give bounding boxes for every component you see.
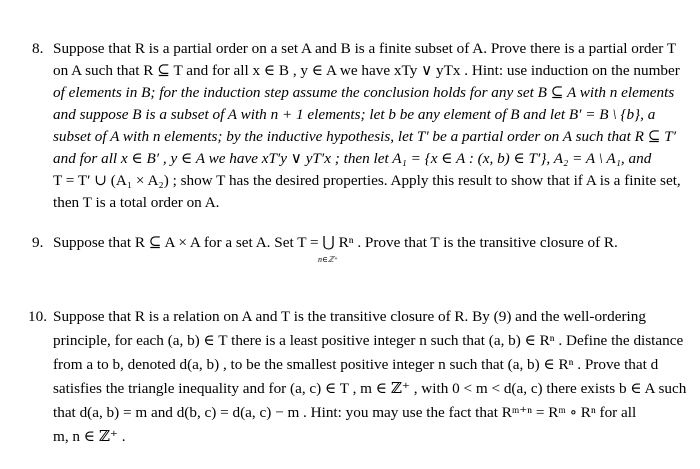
problem-line: on A such that R ⊆ T and for all x ∈ B , y ∈ A we have xTy ∨ yTx . Hint: use induction on the number bbox=[53, 62, 680, 79]
problem-line: satisfies the triangle inequality and for (a, c) ∈ T , m ∈ ℤ⁺ , with 0 < m < d(a, c) there exists b ∈ A such bbox=[53, 380, 687, 397]
problem-line: that d(a, b) = m and d(b, c) = d(a, c) − m . Hint: you may use the fact that Rᵐ⁺ⁿ = Rᵐ ∘ Rⁿ for all bbox=[53, 404, 637, 421]
union-subscript: n∈ℤ⁺ bbox=[318, 255, 339, 264]
problem-number: 9. bbox=[32, 234, 44, 251]
problem-line: m, n ∈ ℤ⁺ . bbox=[53, 428, 126, 445]
problem-line: Suppose that R is a partial order on a set A and B is a finite subset of A. Prove there is a partial order T bbox=[53, 40, 677, 57]
problem-line: T = T′ ∪ (A₁ × A₂) ; show T has the desired properties. Apply this result to show that if A is a finite set, bbox=[53, 172, 681, 189]
problem-line: subset of A with n elements; by the inductive hypothesis, let T′ be a partial order on A such that R ⊆ T′ bbox=[53, 128, 677, 145]
problem-line: and for all x ∈ B′ , y ∈ A we have xT′y ∨ yT′x ; then let A₁ = {x ∈ A : (x, b) ∈ T′}, A₂ = A \ A₁, and bbox=[53, 150, 652, 167]
problem-line: of elements in B; for the induction step assume the conclusion holds for any set B ⊆ A with n elements bbox=[53, 84, 675, 101]
problem-line: Suppose that R is a relation on A and T is the transitive closure of R. By (9) and the well-ordering bbox=[53, 308, 646, 325]
problem-line: Suppose that R ⊆ A × A for a set A. Set T = ⋃ Rⁿ . Prove that T is the transitive closure of R. bbox=[53, 234, 618, 251]
problem-number: 8. bbox=[32, 40, 44, 57]
problem-line: then T is a total order on A. bbox=[53, 194, 220, 211]
problem-line: from a to b, denoted d(a, b) , to be the smallest positive integer n such that (a, b) ∈ Rⁿ . Prove that d bbox=[53, 356, 659, 373]
problem-line: principle, for each (a, b) ∈ T there is a least positive integer n such that (a, b) ∈ Rⁿ . Define the distance bbox=[53, 332, 684, 349]
problem-line: and suppose B is a subset of A with n + 1 elements; let b be any element of B and let B′ = B \ {b}, a bbox=[53, 106, 656, 123]
problem-number: 10. bbox=[28, 308, 47, 325]
